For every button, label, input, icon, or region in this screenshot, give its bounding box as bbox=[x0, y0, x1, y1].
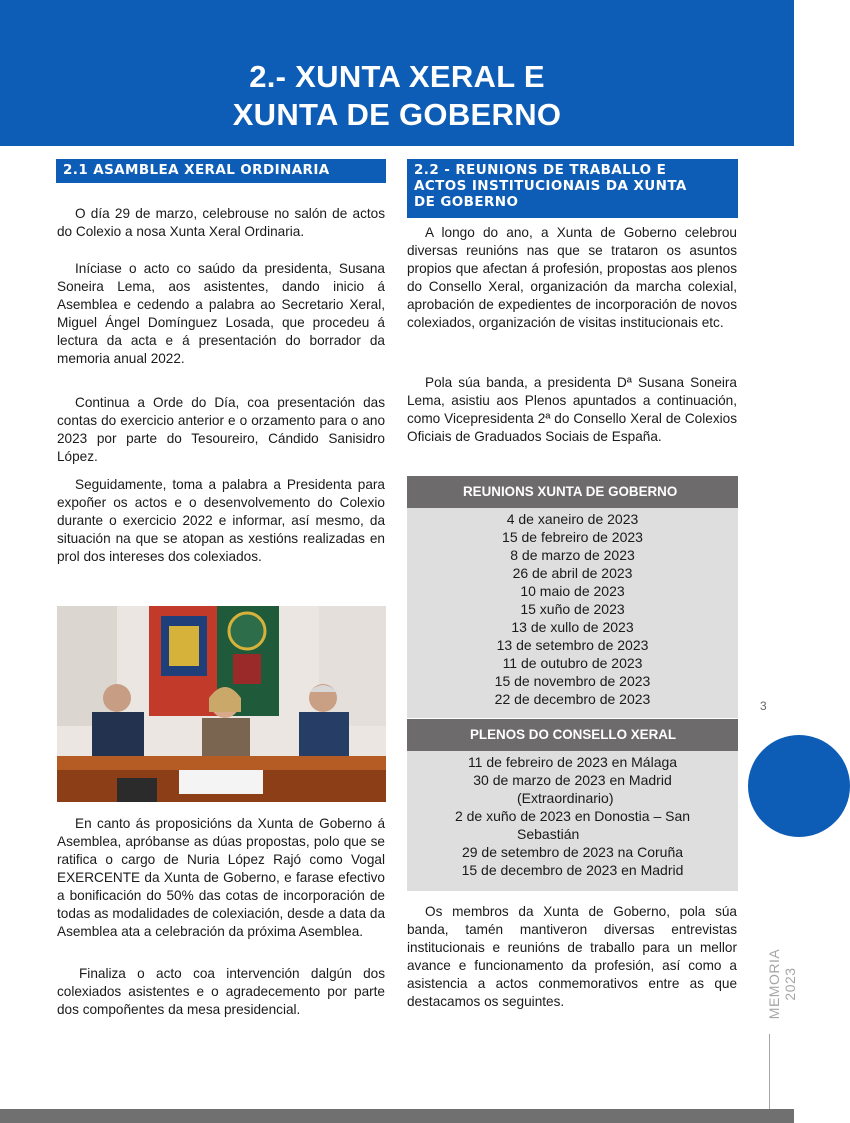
paragraph-reunions-1: A longo do ano, a Xunta de Goberno celebrou diversas reunións nas que se trataron os asuntos propios que afectan á profesión, propostas aos plenos do Consello Xeral, organización da marcha colexial, aprobación de expedientes de incorporación de novos colexiados, organización de visitas institucionais etc. bbox=[407, 225, 737, 330]
table-row: Sebastián bbox=[517, 826, 580, 842]
section-title-reunions-line-3: DE GOBERNO bbox=[414, 194, 519, 210]
decorative-circle bbox=[748, 735, 850, 837]
table-row: 11 de febreiro de 2023 en Málaga bbox=[467, 754, 678, 770]
table-body-plenos bbox=[407, 751, 738, 891]
paragraph-asamblea-5: En canto ás proposicións da Xunta de Goberno á Asemblea, apróbanse as dúas propostas, polo que se ratifica o cargo de Nuria López Rajó como Vogal EXERCENTE da Xunta de Goberno, e farase efectivo a bonificación do 50% das cotas de incorporación de todas as modalidades de colexiación, desde a data da Asemblea ata a celebración da próxima Asemblea. bbox=[57, 816, 385, 939]
table-row: (Extraordinario) bbox=[517, 790, 614, 806]
table-row: 10 maio de 2023 bbox=[520, 583, 625, 599]
table-row: 26 de abril de 2023 bbox=[512, 565, 633, 581]
paragraph-asamblea-2: Iníciase o acto co saúdo da presidenta, Susana Soneira Lema, aos asistentes, dando inicio á Asemblea e cedendo a palabra ao Secretario Xeral, Miguel Ángel Domínguez Losada, que procedeu á lectura da acta e á presentación do borrador da memoria anual 2022. bbox=[57, 261, 385, 366]
table-row: 8 de marzo de 2023 bbox=[510, 547, 635, 563]
paragraph-asamblea-3: Continua a Orde do Día, coa presentación das contas do exercicio anterior e o orzamento para o ano 2023 por parte do Tesoureiro, Cándido Sanisidro López. bbox=[57, 395, 385, 464]
paragraph-asamblea-1: O día 29 de marzo, celebrouse no salón de actos do Colexio a nosa Xunta Xeral Ordinaria. bbox=[57, 206, 385, 239]
table-row: 4 de xaneiro de 2023 bbox=[506, 511, 639, 527]
table-heading-xunta-goberno: REUNIONS XUNTA DE GOBERNO bbox=[407, 476, 738, 508]
paragraph-asamblea-4: Seguidamente, toma a palabra a Presidenta para expoñer os actos e o desenvolvemento do Colexio durante o exercicio 2022 e informar, así mesmo, da situación na que se atopan as xestións realizadas en prol dos intereses dos colexiados. bbox=[57, 477, 385, 564]
sidebar-divider bbox=[769, 1034, 770, 1112]
page-header bbox=[0, 0, 794, 146]
paragraph-asamblea-6: Finaliza o acto coa intervención dalgún dos colexiados asistentes e o agradecemento por parte dos compoñentes da mesa presidencial. bbox=[57, 966, 385, 1017]
section-title-reunions bbox=[407, 159, 738, 218]
table-row: 15 de novembro de 2023 bbox=[494, 673, 651, 689]
table-row: 13 de xullo de 2023 bbox=[511, 619, 634, 635]
table-row: 30 de marzo de 2023 en Madrid bbox=[473, 772, 672, 788]
table-row: 15 de febreiro de 2023 bbox=[502, 529, 643, 545]
page-number: 3 bbox=[760, 699, 767, 713]
section-title-asamblea: 2.1 ASAMBLEA XERAL ORDINARIA bbox=[56, 159, 386, 183]
table-row: 29 de setembro de 2023 na Coruña bbox=[461, 844, 684, 860]
table-row: 22 de decembro de 2023 bbox=[494, 691, 651, 707]
page-title-line-1: 2.- XUNTA XERAL E bbox=[249, 59, 545, 94]
paragraph-reunions-2: Pola súa banda, a presidenta Dª Susana Soneira Lema, asistiu aos Plenos apuntados a continuación, como Vicepresidenta 2ª do Consello Xeral de Colexios Oficiais de Graduados Sociais de España. bbox=[407, 375, 737, 444]
page-title-line-2: XUNTA DE GOBERNO bbox=[232, 97, 562, 132]
table-row: 2 de xuño de 2023 en Donostia – San bbox=[454, 808, 691, 824]
table-row: 13 de setembro de 2023 bbox=[496, 637, 649, 653]
table-row: 15 de decembro de 2023 en Madrid bbox=[461, 862, 684, 878]
table-row: 15 xuño de 2023 bbox=[520, 601, 625, 617]
section-title-reunions-line-2: ACTOS INSTITUCIONAIS DA XUNTA bbox=[414, 178, 687, 194]
table-heading-plenos: PLENOS DO CONSELLO XERAL bbox=[407, 719, 738, 751]
table-row: 11 de outubro de 2023 bbox=[502, 655, 643, 671]
footer-bar bbox=[0, 1109, 794, 1123]
memoria-label: MEMORIA 2023 bbox=[766, 948, 798, 1020]
paragraph-reunions-3: Os membros da Xunta de Goberno, pola súa banda, tamén mantiveron diversas entrevistas institucionais e reunións de traballo para un mellor avance e funcionamento da profesión, así como a asistencia a actos conmemorativos entre as que destacamos os seguintes. bbox=[407, 904, 737, 1009]
assembly-photo bbox=[57, 606, 386, 802]
table-body-xunta-goberno bbox=[407, 508, 738, 718]
section-title-reunions-line-1: 2.2 - REUNIONS DE TRABALLO E bbox=[414, 162, 667, 178]
